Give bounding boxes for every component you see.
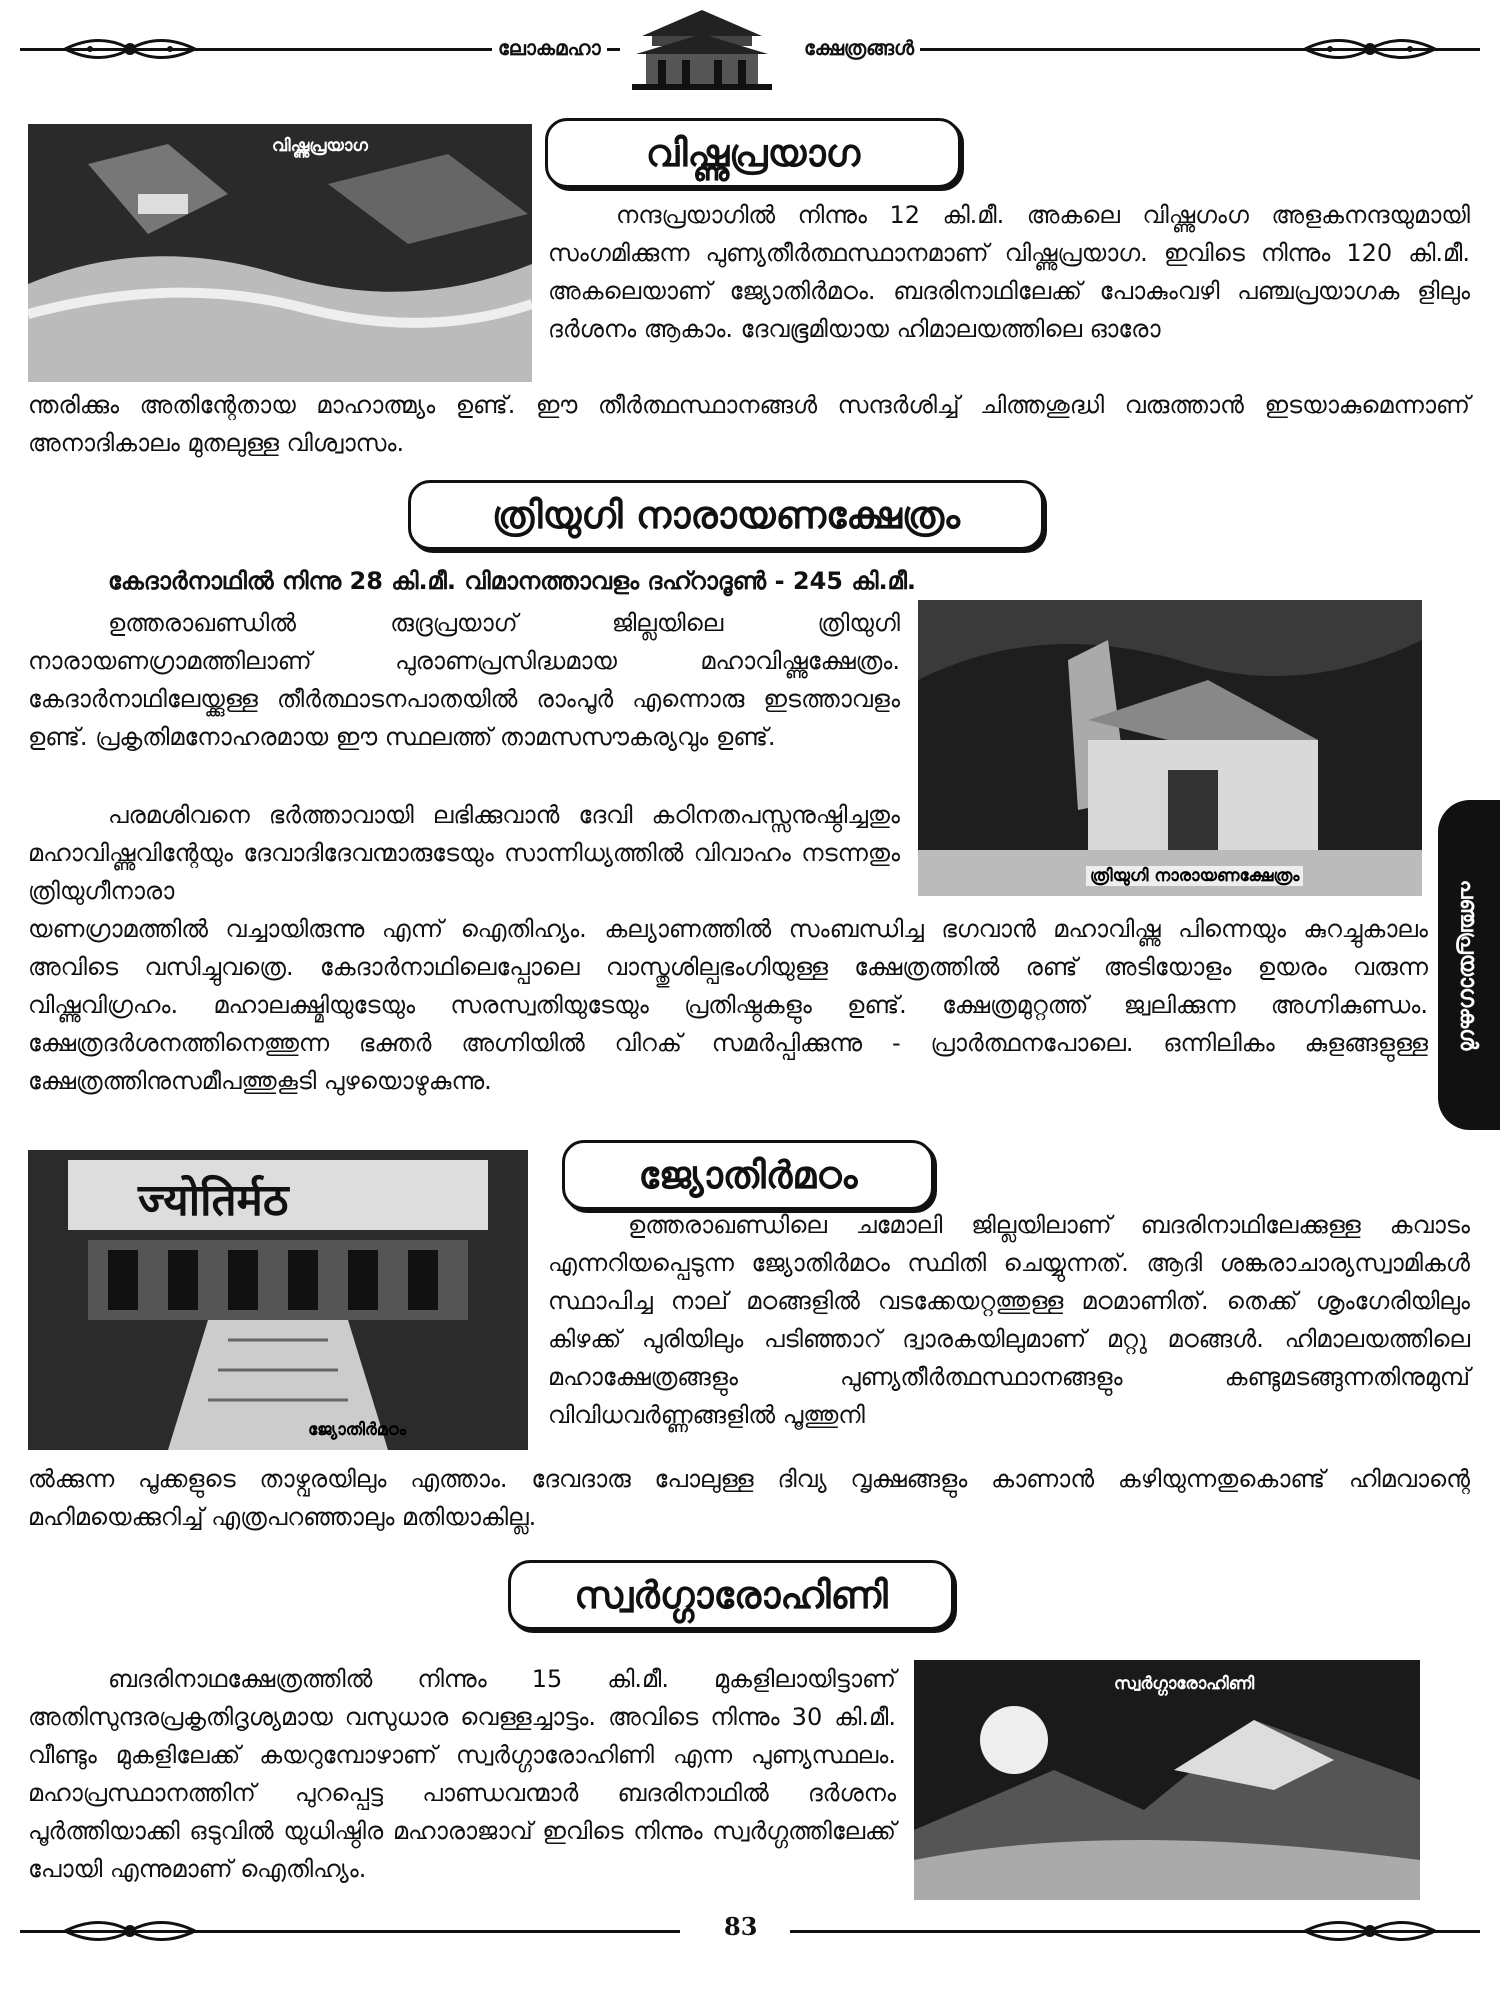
river-gorge-image [28, 124, 532, 382]
mountain-image [914, 1660, 1420, 1900]
paragraph-text: ബദരിനാഥക്ഷേത്രത്തിൽ നിന്നും 15 കി.മീ. മുകളിലായിട്ടാണ് അതിസുന്ദരപ്രകൃതിദൃശ്യമായ വസുധാര വെള്ളച്ചാട്ടം. അവിടെ നിന്നും 30 കി.മീ. വീണ്ടും മുകളിലേക്ക് കയറുമ്പോഴാണ് സ്വർഗ്ഗാരോഹിണി എന്ന പുണ്യസ്ഥലം. മഹാപ്രസ്ഥാനത്തിന് പുറപ്പെട്ട പാണ്ഡവന്മാർ ബദരിനാഥിൽ ദർശനം പൂർത്തിയാക്കി ഒടുവിൽ യുധിഷ്ഠിര മഹാരാജാവ് ഇവിടെ നിന്നും സ്വർഗ്ഗത്തിലേക്ക് പോയി എന്നുമാണ് ഐതിഹ്യം. [28, 1665, 896, 1883]
ornament-left-icon [60, 22, 200, 76]
page-number: 83 [724, 1912, 758, 1941]
header-left-word: ലോകമഹാ [492, 36, 607, 60]
swargarohini-paragraph [28, 1660, 896, 1888]
temple-image [918, 600, 1422, 896]
paragraph-text: പരമശിവനെ ഭർത്താവായി ലഭിക്കുവാൻ ദേവി കഠിനതപസ്സനുഷ്ഠിച്ചതും മഹാവിഷ്ണുവിന്റേയും ദേവാദിദേവന്മാരുടേയും സാന്നിധ്യത്തിൽ വിവാഹം നടന്നതും ത്രിയുഗീനാരാ [28, 801, 900, 905]
triyugi-paragraph-1 [28, 604, 900, 756]
ornament-right-icon [1300, 22, 1440, 76]
jyotirmath-caption: ജ്യോതിർമഠം [308, 1420, 406, 1440]
jyotirmath-paragraph-right [548, 1206, 1470, 1434]
jyotirmath-paragraph-full [28, 1460, 1470, 1536]
swargarohini-photo [914, 1660, 1420, 1900]
paragraph-text: ൽക്കുന്ന പൂക്കളുടെ താഴ്വരയിലും എത്താം. ദേവദാരു പോലുള്ള ദിവ്യ വൃക്ഷങ്ങളും കാണാൻ കഴിയുന്നതുകൊണ്ട് ഹിമവാന്റെ മഹിമയെക്കുറിച്ച് എത്രപറഞ്ഞാലും മതിയാകില്ല. [28, 1465, 1470, 1531]
paragraph-text: ഉത്തരാഖണ്ഡിലെ ചമോലി ജില്ലയിലാണ് ബദരിനാഥിലേക്കുള്ള കവാടം എന്നറിയപ്പെടുന്ന ജ്യോതിർമഠം സ്ഥിതി ചെയ്യുന്നത്. ആദി ശങ്കരാചാര്യസ്വാമികൾ സ്ഥാപിച്ച നാല് മഠങ്ങളിൽ വടക്കേയറ്റത്തുള്ള മഠമാണിത്. തെക്ക് ശൃംഗേരിയിലും കിഴക്ക് പുരിയിലും പടിഞ്ഞാറ് ദ്വാരകയിലുമാണ് മറ്റു മഠങ്ങൾ. ഹിമാലയത്തിലെ മഹാക്ഷേത്രങ്ങളും പുണ്യതീർത്ഥസ്ഥാനങ്ങളും കണ്ടുമടങ്ങുന്നതിനുമുമ്പ് വിവിധവർണ്ണങ്ങളിൽ പൂത്തുനി [548, 1211, 1470, 1429]
section-title-text: ത്രിയുഗി നാരായണക്ഷേത്രം [492, 492, 960, 537]
paragraph-text: ഉത്തരാഖണ്ഡിൽ രുദ്രപ്രയാഗ് ജില്ലയിലെ ത്രിയുഗി നാരായണഗ്രാമത്തിലാണ് പുരാണപ്രസിദ്ധമായ മഹാവിഷ്ണുക്ഷേത്രം. കേദാർനാഥിലേയ്ക്കുള്ള തീർത്ഥാടനപാതയിൽ രാംപൂർ എന്നൊരു ഇടത്താവളം ഉണ്ട്. പ്രകൃതിമനോഹരമായ ഈ സ്ഥലത്ത് താമസസൗകര്യവും ഉണ്ട്. [28, 609, 900, 751]
section-title-vishnuprayag [545, 118, 961, 188]
section-title-triyugi [408, 480, 1044, 550]
footer-ornament-right-icon [1300, 1904, 1440, 1958]
header-right-word: ക്ഷേത്രങ്ങൾ [798, 36, 920, 60]
jyotirmath-sign: ज्योतिर्मठ [138, 1175, 289, 1226]
section-title-swargarohini [508, 1560, 954, 1630]
vishnuprayag-paragraph-full [28, 386, 1470, 462]
vishnuprayag-caption: വിഷ്ണുപ്രയാഗ [272, 136, 368, 156]
triyugi-caption: ത്രിയുഗി നാരായണക്ഷേത്രം [1086, 866, 1303, 886]
footer-ornament-left-icon [60, 1904, 200, 1958]
section-title-text: സ്വർഗ്ഗാരോഹിണി [574, 1572, 888, 1617]
section-title-jyotirmath [562, 1140, 934, 1210]
triyugi-paragraph-2-full [28, 910, 1428, 1100]
side-tab-label: പഞ്ചപ്രയാഗകൾ [1455, 879, 1481, 1051]
section-title-text: വിഷ്ണുപ്രയാഗ [645, 130, 861, 175]
paragraph-text: യണഗ്രാമത്തിൽ വച്ചായിരുന്നു എന്ന് ഐതിഹ്യം. കല്യാണത്തിൽ സംബന്ധിച്ച ഭഗവാൻ മഹാവിഷ്ണു പിന്നെയും കുറച്ചുകാലം അവിടെ വസിച്ചുവത്രെ. കേദാർനാഥിലെപ്പോലെ വാസ്തുശില്പഭംഗിയുള്ള ക്ഷേത്രത്തിൽ രണ്ട് അടിയോളം ഉയരം വരുന്ന വിഷ്ണുവിഗ്രഹം. മഹാലക്ഷ്മിയുടേയും സരസ്വതിയുടേയും പ്രതിഷ്ഠകളും ഉണ്ട്. ക്ഷേത്രമുറ്റത്ത് ജ്വലിക്കുന്ന അഗ്നികുണ്ഡം. ക്ഷേത്രദർശനത്തിനെത്തുന്ന ഭക്തർ അഗ്നിയിൽ വിറക് സമർപ്പിക്കുന്നു - പ്രാർത്ഥനപോലെ. ഒന്നിലികം കുളങ്ങളുള്ള ക്ഷേത്രത്തിനുസമീപത്തുകൂടി പുഴയൊഴുകുന്നു. [28, 915, 1428, 1095]
jyotirmath-photo [28, 1150, 528, 1450]
paragraph-text: നന്ദപ്രയാഗിൽ നിന്നും 12 കി.മീ. അകലെ വിഷ്ണുഗംഗ അളകനന്ദയുമായി സംഗമിക്കുന്ന പുണ്യതീർത്ഥസ്ഥാനമാണ് വിഷ്ണുപ്രയാഗ. ഇവിടെ നിന്നും 120 കി.മീ. അകലെയാണ് ജ്യോതിർമഠം. ബദരിനാഥിലേക്ക് പോകുംവഴി പഞ്ചപ്രയാഗക ളിലും ദർശനം ആകാം. ദേവഭൂമിയായ ഹിമാലയത്തിലെ ഓരോ [548, 201, 1470, 343]
swargarohini-caption: സ്വർഗ്ഗാരോഹിണി [1114, 1674, 1255, 1694]
paragraph-text: ന്തരിക്കും അതിന്റേതായ മാഹാത്മ്യം ഉണ്ട്. ഈ തീർത്ഥസ്ഥാനങ്ങൾ സന്ദർശിച്ച് ചിത്തശുദ്ധി വരുത്താൻ ഇടയാകുമെന്നാണ് അനാദികാലം മുതലുള്ള വിശ്വാസം. [28, 391, 1470, 457]
temple-icon [622, 6, 782, 90]
triyugi-paragraph-2-left [28, 796, 900, 910]
triyugi-photo [918, 600, 1422, 896]
triyugi-distance-line: കേദാർനാഥിൽ നിന്നു 28 കി.മീ. വിമാനത്താവളം ദഹ്റാദൂൺ - 245 കി.മീ. [108, 567, 917, 595]
vishnuprayag-paragraph-right [548, 196, 1470, 348]
section-title-text: ജ്യോതിർമഠം [638, 1152, 858, 1197]
vishnuprayag-photo [28, 124, 532, 382]
